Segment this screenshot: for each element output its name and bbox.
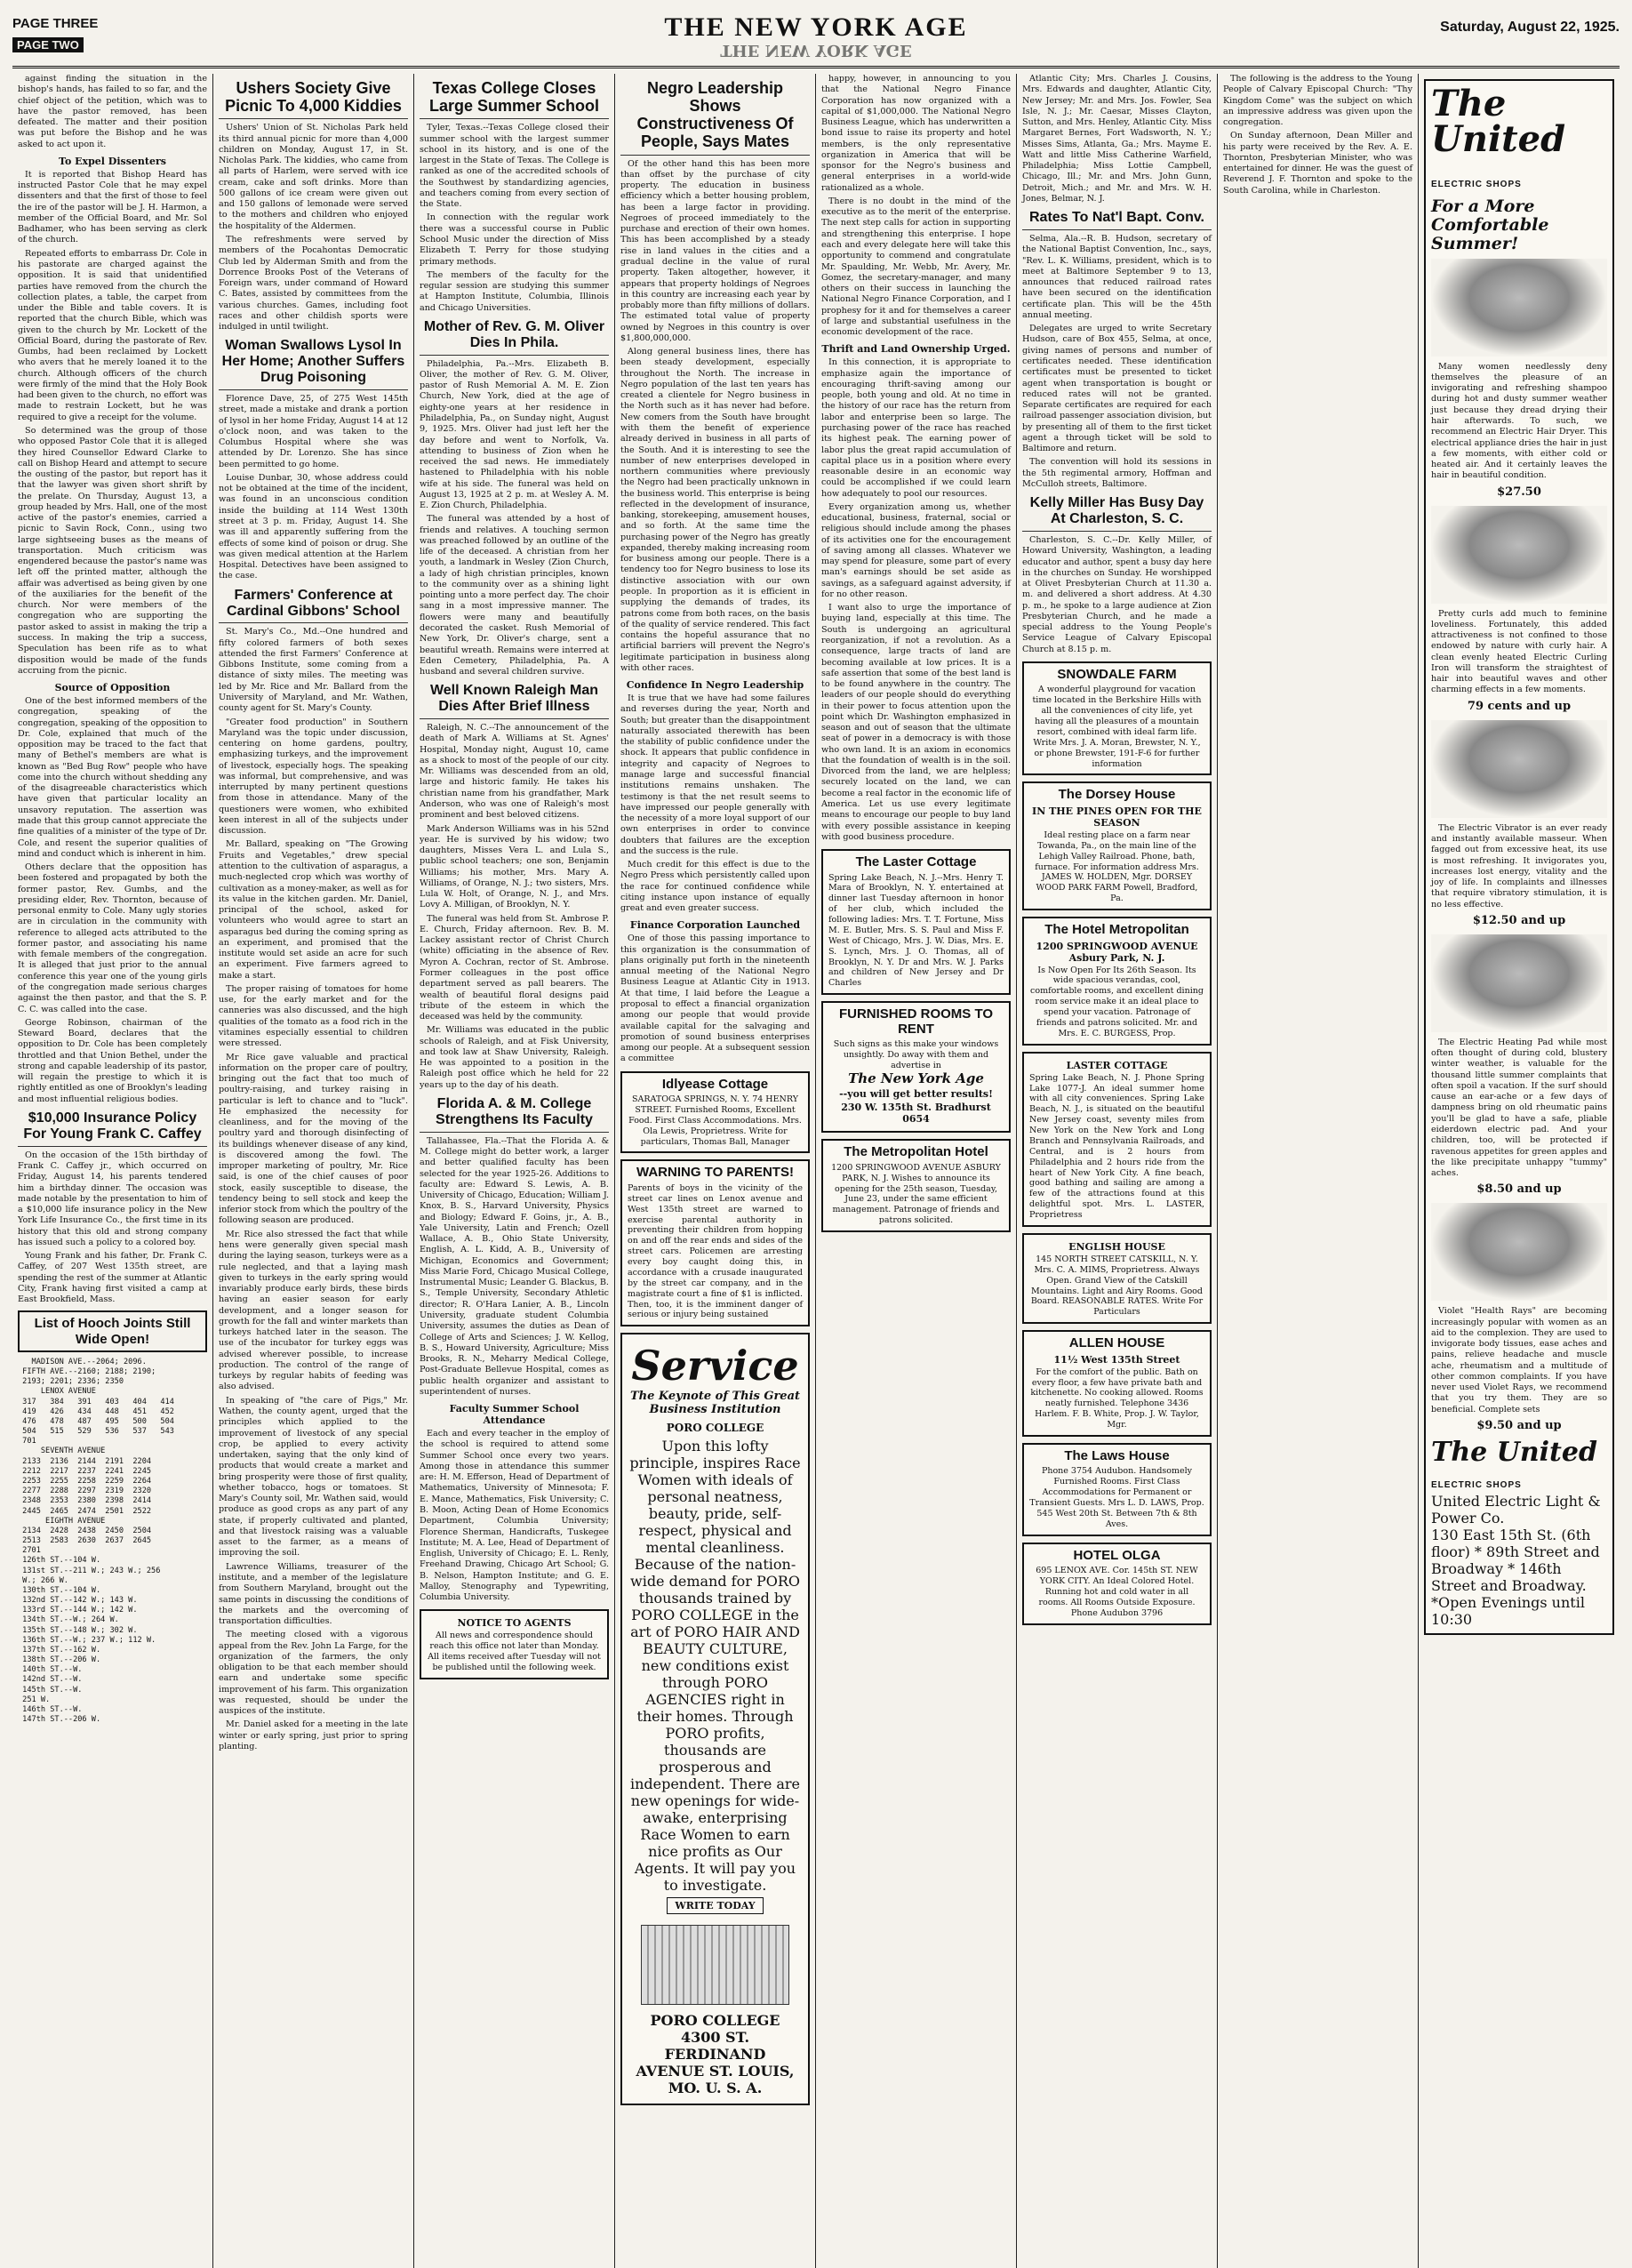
ad-text: 1200 SPRINGWOOD AVENUE ASBURY PARK, N. J. Wishes to announce its opening for the 25th season, Tuesday, June 23, under the same efficient management. Patronage of friends and patrons solicited. bbox=[831, 1162, 1001, 1226]
subheading: To Expel Dissenters bbox=[59, 155, 166, 167]
ad-text: All news and correspondence should reach this office not later than Monday. All items received after Tuesday will not be published until the following week. bbox=[428, 1631, 601, 1672]
ad-title: LASTER COTTAGE bbox=[1066, 1059, 1168, 1071]
product-price: $27.50 bbox=[1497, 485, 1541, 499]
ad-poro-college bbox=[620, 1333, 810, 2105]
service-name: PORO COLLEGE bbox=[666, 1422, 764, 1435]
ad-text: Parents of boys in the vicinity of the street car lines on Lenox avenue and West 135th street are warned to exercise parental authority in preventing their children from hopping on and off the rear ends and sides of the street cars. Policemen are arresting every boy caught doing this, in accordance with a crusade inaugurated by the street car company, and in the magistrate court a fine of $1 is inflicted. Then, too, it is the imminent danger of serious or injury being sustained bbox=[628, 1182, 803, 1320]
ad-subtitle: 11½ West 135th Street bbox=[1053, 1353, 1180, 1366]
column-4 bbox=[615, 74, 816, 2268]
product-price: $8.50 and up bbox=[1476, 1182, 1562, 1197]
article-paragraph: On the occasion of the 15th birthday of Frank C. Caffey jr., which occurred on Friday, August 14, his parents tendered him a birthday dinner. The occasion was made notable by the presentation to him of a $10,000 life insurance policy in the New York Life Insurance Co., the first time in its history that this old and strong company has issued such a policy to a colored boy. bbox=[18, 1150, 207, 1247]
service-tagline: The Keynote of This Great Business Institution bbox=[629, 1390, 801, 1417]
ad-title: WARNING TO PARENTS! bbox=[636, 1165, 794, 1181]
article-paragraph: One of the best informed members of the congregation, speaking of the congregation, speaking of the opposition to Dr. Cole, explained that much of the opposition may be traced to the fact that many of Bethel's members are what is known as "Bed Bug Row" people who have come into the church without shedding any of the disagreeable characteristics which have given that particular locality an unsavory reputation. The assertion was made that this group cannot appreciate the fine qualities of a minister of the type of Dr. Cole, and resent the superior qualities of mind and conduct which is inherent in him. bbox=[18, 696, 207, 859]
column-8 bbox=[1419, 74, 1620, 2268]
headline-rates: Rates To Nat'l Bapt. Conv. bbox=[1022, 210, 1212, 230]
article-paragraph: Selma, Ala.--R. B. Hudson, secretary of the National Baptist Convention, Inc., says, "Rev. L. K. Williams, president, which is to meet at Baltimore September 9 to 13, announces that reduced railroad rates have been secured on the identification certificate plan. This will be the 45th annual meeting. bbox=[1022, 234, 1212, 320]
headline-texas: Texas College Closes Large Summer School bbox=[420, 79, 609, 119]
article-paragraph: So determined was the group of those who opposed Pastor Cole that it is alleged they hired Counsellor Edward Clarke to call on Bishop Heard and attempt to secure the ousting of the pastor, but report has it that the lawyer was given short shrift by the prelate. On Thursday, August 13, a group headed by Mrs. Hall, one of the most active of the pastor's enemies, carried a picnic to Savin Rock, Conn., using two large sightseeing buses as the means of transportation. Much criticism was engendered because the pastor's name was left off the printed matter, although the affair was advertised as being given by one of the auxiliaries for the benefit of the church. Nor were members of the congregation who are supporting the pastor asked to assist in making the trip a success. In making the trip a success, Speculation has been rife as to what disposition would be made of the funds accruing from the picnic. bbox=[18, 425, 207, 676]
ad-title: The Hotel Metropolitan bbox=[1044, 922, 1189, 938]
product-price: $12.50 and up bbox=[1472, 913, 1566, 927]
article-paragraph: "Greater food production" in Southern Maryland was the topic under discussion, centering on home gardens, poultry, emphasizing turkeys, and the improvement of livestock, especially hogs. The speaking was informal, but comprehensive, and was interrupted by many pertinent questions from those in attendance. Many of the questioners were women, who exhibited keen interest in all of the subjects under discussion. bbox=[219, 717, 408, 837]
article-paragraph: George Robinson, chairman of the Steward Board, declares that the opposition to Dr. Cole has been completely throttled and that Union Bethel, under the strong and capable leadership of its pastor, will regain the prestige to which it is rightly entitled as one of Brooklyn's leading and most influential religious bodies. bbox=[18, 1017, 207, 1104]
hooch-address-list: MADISON AVE.--2064; 2096. FIFTH AVE.--2160; 2188; 2190; 2193; 2201; 2336; 2350 LENOX AVENUE 317 384 391 403 404 414 419 426 434 448 451 452 476 478 487 495 500 504 504 515 529 536 537 543 701 SEVENTH AVENUE 2133 2136 2144 2191 2204 2212 2217 2237 2241 2245 2253 2255 2258 2259 2264 2277 2288 2297 2319 2320 2348 2353 2380 2398 2414 2445 2465 2474 2501 2522 EIGHTH AVENUE 2134 2428 2438 2450 2504 2513 2583 2630 2637 2645 2701 126th ST.--104 W. 131st ST.--211 W.; 243 W.; 256 W.; 266 W. 130th ST.--104 W. 132nd ST.--142 W.; 143 W. 133rd ST.--144 W.; 142 W. 134th ST.--W.; 264 W. 135th ST.--148 W.; 302 W. 136th ST.--W.; 237 W.; 112 W. 137th ST.--162 W. 138th ST.--206 W. 140th ST.--W. 142nd ST.--W. 145th ST.--W. 251 W. 146th ST.--W. 147th ST.--206 W. bbox=[22, 1357, 174, 1725]
ad-furnished-rooms bbox=[821, 1001, 1011, 1133]
ad-hotel-olga bbox=[1022, 1543, 1212, 1625]
product-text: Many women needlessly deny themselves the pleasure of an invigorating and refreshing shampoo during hot and dusty summer weather just because they dread drying their hair afterwards. To such, we recommend an Electric Hair Dryer. This electrical appliance dries the hair in just a few moments, with either cold or heated air. And it certainly leaves the hair in beautiful condition. bbox=[1431, 361, 1607, 481]
article-paragraph: Of the other hand this has been more than offset by the purchase of city property. The education in business efficiency which a better housing problem, has been a large factor in providing. Negroes of proceed immediately to the purchase and erection of their own homes. This has been accomplished by a steady rise in land values in the cities and a gradual decline in the value of rural property. Taken altogether, however, it appears that property holdings of Negroes in this country are increasing each year by probably more than fifty millions of dollars. The estimated total value of property owned by Negroes in this country is over $1,800,000,000. bbox=[620, 158, 810, 343]
ad-notice-agents bbox=[420, 1609, 609, 1679]
service-title: Service bbox=[631, 1342, 799, 1390]
vibrator-woman-illustration bbox=[1431, 720, 1607, 818]
ad-title: The Metropolitan Hotel bbox=[844, 1144, 988, 1160]
ad-title: Idlyease Cottage bbox=[661, 1076, 769, 1092]
article-paragraph: Philadelphia, Pa.--Mrs. Elizabeth B. Oliver, the mother of Rev. G. M. Oliver, pastor of Rush Memorial A. M. E. Zion Church, New York, died at the age of eighty-one years at her residence in Philadelphia, Pa., on Sunday night, August 9, 1925. Mrs. Oliver had just left her the day before and went to Norfolk, Va. attending to business of Zion when he received the sad news. He immediately hastened to Philadelphia with his noble wife at his side. The funeral was held on August 13, 1925 at 2 p. m. at Wesley A. M. E. Zion Church, Philadelphia. bbox=[420, 358, 609, 511]
column-7 bbox=[1218, 74, 1419, 2268]
united-logo-sub: ELECTRIC SHOPS bbox=[1431, 180, 1522, 189]
college-building-illustration bbox=[641, 1925, 788, 2005]
headline-kelly-miller: Kelly Miller Has Busy Day At Charleston, S. C. bbox=[1022, 495, 1212, 532]
ad-idlease-cottage bbox=[620, 1071, 810, 1154]
article-paragraph: In this connection, it is appropriate to emphasize again the importance of encouraging thrift-saving among our people, both young and old. At no time in the history of our race has the return from labor and enterprise been so large. The purchasing power of the race has reached its highest peak. The earning power of labor plus the great rapid accumulation of capital place us in a position where every reasonable desire in an economic way could be accomplished if we could learn how adequately to pool our resources. bbox=[821, 357, 1011, 499]
headline-insurance: $10,000 Insurance Policy For Young Frank C. Caffey bbox=[18, 1110, 207, 1147]
article-paragraph: Mr. Daniel asked for a meeting in the late winter or early spring, just prior to spring planting. bbox=[219, 1719, 408, 1751]
ad-warning-parents bbox=[620, 1159, 810, 1326]
product-text: Pretty curls add much to feminine loveliness. Fortunately, this added attractiveness is not confined to those endowed by nature with curly hair. A clean evenly heated Electric Curling Iron will transform the straightest of hair into beautiful waves and other charming effects in a few moments. bbox=[1431, 608, 1607, 695]
article-paragraph: Tyler, Texas.--Texas College closed their summer school with the largest summer school in its history, and is one of the largest in the State of Texas. The College is ranked as one of the accredited schools of the Southwest by standardizing agencies, and teachers coming from every section of the State. bbox=[420, 123, 609, 210]
subheading: Finance Corporation Launched bbox=[629, 919, 801, 932]
subheading: Confidence In Negro Leadership bbox=[626, 679, 804, 692]
ad-english-house bbox=[1022, 1233, 1212, 1324]
article-paragraph: Louise Dunbar, 30, whose address could not be obtained at the time of the incident, was found in an unconscious condition inside the building at 114 West 130th street at 3 p. m. Friday, August 14. She was ill and apparently suffering from the effects of some kind of poison or drug. She was given medical attention at the Harlem Hospital. Detectives have been assigned to the case. bbox=[219, 472, 408, 581]
article-paragraph: In connection with the regular work there was a successful course in Public School Music under the direction of Miss Elizabeth T. Perry for those studying primary methods. bbox=[420, 212, 609, 267]
article-paragraph: In speaking of "the care of Pigs," Mr. Wathen, the county agent, urged that the principles which applied to the improvement of livestock of any special crop, be applied to every activity undertaken, saying that the only kind of products that would create a market and bring prosperity were those of first quality, whether tobacco, hogs or tomatoes. St Mary's County soil, Mr. Wathen said, would produce as good crops as any part of any state, if properly cultivated and planted, and that livestock raising was a valuable asset to the farmer, as a means of improving the soil. bbox=[219, 1395, 408, 1559]
article-paragraph: Mr. Williams was educated in the public schools of Raleigh, and at Fisk University, and took law at Shaw University, Raleigh. He was appointed to a position in the Raleigh post office which he held for 22 years up to the day of his death. bbox=[420, 1025, 609, 1090]
article-paragraph: Raleigh, N. C.--The announcement of the death of Mark A. Williams at St. Agnes' Hospital, Monday night, August 10, came as a shock to most of the people of our city. Mr. Williams was descended from an old, large and historic family. He takes his christian name from his grandfather, Mark Anderson, who was one of Raleigh's most prominent and best beloved citizens. bbox=[420, 723, 609, 821]
ad-address: 230 W. 135th St. Bradhurst 0654 bbox=[841, 1102, 991, 1126]
united-footer-logo bbox=[1431, 1436, 1607, 1493]
column-5 bbox=[816, 74, 1017, 2268]
headline-farmers: Farmers' Conference at Cardinal Gibbons' School bbox=[219, 588, 408, 624]
ad-title: ENGLISH HOUSE bbox=[1068, 1240, 1165, 1253]
newspaper-title-bleed: THE NEW YORK AGE bbox=[720, 41, 912, 60]
ad-subtitle: IN THE PINES OPEN FOR THE SEASON bbox=[1032, 805, 1202, 829]
article-paragraph: Young Frank and his father, Dr. Frank C. Caffey, of 207 West 135th street, are spending the rest of the summer at Atlantic City, Frank having first visited a camp at East Brookfield, Mass. bbox=[18, 1251, 207, 1305]
ad-hotel-metropolitan bbox=[1022, 917, 1212, 1046]
subheading: Source of Opposition bbox=[54, 682, 171, 694]
article-paragraph: St. Mary's Co., Md.--One hundred and fifty colored farmers of both sexes attended the first Farmers' Conference at Gibbons Institute, some coming from a distance of sixty miles. The meeting was led by Mr. Rice and Mr. Ballard from the University of Maryland, and Mr. Wathen, county agent for St. Mary's County. bbox=[219, 627, 408, 714]
headline-ushers: Ushers Society Give Picnic To 4,000 Kiddies bbox=[219, 79, 408, 119]
column-6 bbox=[1017, 74, 1218, 2268]
article-paragraph: Mr Rice gave valuable and practical information on the proper care of poultry, bringing out the fact that too much of poultry-raising, and turkey raising in particular is left to chance and to "luck". He emphasized the necessity for cleanliness, and for the moving of the poultry yard and thorough disinfecting of its buildings whenever disease of any kind, is discovered among the fowl. The improper marketing of poultry, Mr. Rice said, is one of the chief causes of poor stock, easily susceptible to disease, the tendency being to sell stock and keep the inferior stock from which the poultry of the following season are produced. bbox=[219, 1052, 408, 1226]
article-paragraph: Ushers' Union of St. Nicholas Park held its third annual picnic for more than 4,000 children on Monday, August 17, in St. Nicholas Park. The kiddies, who came from all parts of Harlem, were served with ice cream, cake and soft drinks. More than 500 gallons of ice cream were given out and 150 gallons of lemonade were served to the mothers and children who enjoyed the hospitality of the Aldermen. bbox=[219, 123, 408, 231]
article-paragraph: Repeated efforts to embarrass Dr. Cole in his pastorate are charged against the opposition. It is said that unidentified parties have removed from the church the collection plates, a table, the carpet from under the Bible and table covers. It is reported that the church Bible, which was given to the church by Mr. Lockett of the Official Board, during the pastorate of Rev. Gumbs, had been reclaimed by Lockett who avers that he merely loaned it to the church. Although officers of the church were firmly of the mind that the Holy Book had been given to the church, no effort was made to restrain Lockett, but he was required to give a receipt for the volume. bbox=[18, 248, 207, 422]
product-text: The Electric Heating Pad while most often thought of during cold, blustery winter weather, is valuable for the thousand little summer complaints that often spoil a vacation. If the surf should cause an ear-ache or a few days of dampness bring on old rheumatic pains you'll be glad to have a safe, pliable eiderdown electric pad. And your children, too, will be protected if ravenous appetites for green apples and the like precipitate unhappy "tummy" aches. bbox=[1431, 1037, 1607, 1179]
ad-text: 145 NORTH STREET CATSKILL, N. Y. Mrs. C. A. MIMS, Proprietress. Always Open. Grand View of the Catskill Mountains. Light and Airy Rooms. Good Board. REASONABLE RATES. Write For Particulars bbox=[1030, 1254, 1204, 1318]
product-price: 79 cents and up bbox=[1467, 699, 1572, 713]
article-paragraph: The meeting closed with a vigorous appeal from the Rev. John La Farge, for the organization of the farmers, the only obligation to be that each member should earn and undertake some specific improvement of his farm. This organization was requested, should be under the auspices of the institute. bbox=[219, 1630, 408, 1717]
ad-title: SNOWDALE FARM bbox=[1057, 666, 1177, 682]
united-footer-logo-text: The United bbox=[1431, 1436, 1597, 1468]
united-logo-text: The United bbox=[1431, 83, 1566, 160]
article-paragraph: One of those this passing importance to this organization is the consummation of plans originally put forth in the nineteenth annual meeting of the National Negro Business League at Atlantic City in 1913. At that time, I laid before the League a proposal to effect a financial organization among our people that would provide available capital for the salvaging and promotion of sound business enterprises among our people. At a subsequent session a committee bbox=[620, 934, 810, 1064]
article-paragraph: happy, however, in announcing to you that the National Negro Finance Corporation has now organized with a capital of $1,000,000. The National Negro Business League, which has underwritten a bond issue to raise its property and hotel members, is the only representative organization in America that will be sponsor for the Negro's business and general enterprises in a world-wide rationalized as a whole. bbox=[821, 74, 1011, 193]
article-paragraph: Delegates are urged to write Secretary Hudson, care of Box 455, Selma, at once, giving names of persons and number of certificates needed. These identification certificates must be presented to ticket agent when transportation is bought or reduced rates will not be granted. Separate certificates are required for each railroad passenger association division, but by presenting all of them to the first ticket agent a through ticket will be sold to Baltimore and return. bbox=[1022, 324, 1212, 454]
article-paragraph: Mr. Rice also stressed the fact that while hens were generally given special mash during the laying season, turkeys were as a rule neglected, and that a laying mash given to turkeys in the early spring would invariably produce early birds, these birds having an easier season for early development, and a longer season for growth for the fall and winter markets than turkeys hatched later in the season. The use of the incubator for turkey eggs was advised wherever possible, to increase production. The control of the range of turkeys by regular habits of feeding was also advised. bbox=[219, 1229, 408, 1392]
united-logo bbox=[1431, 83, 1607, 193]
subheading: Faculty Summer School Attendance bbox=[449, 1403, 580, 1427]
article-paragraph: I want also to urge the importance of buying land, especially at this time. The South is undergoing an agricultural reorganization, if not a revolution. As a consequence, large tracts of land are becoming available at low prices. It is a safe assertion that some of the best land is to be found anywhere in the country. The leaders of our people should do everything in their power to focus attention upon the point which Dr. Washington emphasized in season and out of season that the ultimate seat of power in a democracy is with those who own land. It is an axiom in economics that the foundation of wealth is in the soil. Divorced from the land, we are helpless; securely located on the land, we can become a real factor in the economic life of America. Let us use every legitimate means to encourage our people to buy land with every possible assistance in keeping with good business procedure. bbox=[821, 603, 1011, 842]
united-company: United Electric Light & Power Co. bbox=[1431, 1492, 1601, 1527]
service-footer: PORO COLLEGE 4300 ST. FERDINAND AVENUE ST. LOUIS, MO. U. S. A. bbox=[636, 2012, 795, 2097]
ad-text: Is Now Open For Its 26th Season. Its wide spacious verandas, cool, comfortable rooms, and excellent dining room service make it an ideal place to spend your vacation. Patronage of friends and patrons solicited. Mr. and Mrs. E. C. BURGESS, Prop. bbox=[1030, 965, 1204, 1038]
article-paragraph: Much credit for this effect is due to the Negro Press which persistently called upon the race for continued confidence while citing instance upon instance of equally great and even greater success. bbox=[620, 860, 810, 914]
article-paragraph: On Sunday afternoon, Dean Miller and his party were received by the Rev. A. E. Thornton, Presbyterian Minister, who was entertained for dinner. He was the guest of Reverend J. F. Thornton and spoke to the South Carolina, while in Charleston. bbox=[1223, 131, 1412, 196]
masthead bbox=[12, 9, 1620, 68]
ad-snowdale-farm bbox=[1022, 661, 1212, 776]
ad-allen-house bbox=[1022, 1330, 1212, 1437]
column-2 bbox=[213, 74, 414, 2268]
columns bbox=[12, 74, 1620, 2268]
ad-title: HOTEL OLGA bbox=[1073, 1547, 1161, 1563]
write-today-label: WRITE TODAY bbox=[667, 1897, 763, 1914]
violet-rays-woman-illustration bbox=[1431, 1203, 1607, 1301]
newspaper-title: THE NEW YORK AGE bbox=[664, 12, 968, 42]
article-paragraph: Mr. Ballard, speaking on "The Growing Fruits and Vegetables," drew special attention to the cultivation of asparagus, a much-neglected crop which was worthy of cultivation as a money-maker, as well as for its value in the kitchen garden. Mr. Daniel, principal of the school, asked for volunteers who would agree to start an asparagus bed during the coming spring as an experiment, and promised that the institute would set aside an acre for such an experiment. Five farmers agreed to make a start. bbox=[219, 839, 408, 981]
ad-text: 695 LENOX AVE. Cor. 145th ST. NEW YORK CITY. An Ideal Colored Hotel. Running hot and cold water in all rooms. All Rooms Outside Exposure. Phone Audubon 3796 bbox=[1036, 1566, 1198, 1618]
headline-raleigh: Well Known Raleigh Man Dies After Brief Illness bbox=[420, 683, 609, 719]
ad-laster-cottage bbox=[821, 849, 1011, 995]
article-paragraph: The convention will hold its sessions in the 5th regimental armory, Hoffman and McCulloh streets, Baltimore. bbox=[1022, 457, 1212, 489]
ad-text: Spring Lake Beach, N. J.--Mrs. Henry T. Mara of Brooklyn, N. Y. entertained at dinner last Tuesday afternoon in honor of her club, which included the following ladies: Mrs. T. T. Fortune, Miss M. E. Butler, Mrs. S. S. Paul and Miss F. West of Chicago, Mrs. J. W. Dias, Mrs. E. S. Lynch, Mrs. J. O. Thomas, all of Brooklyn, N. Y. Dr and Mrs. W. J. Parks and children of New Jersey and Dr Charles bbox=[828, 872, 1004, 989]
article-paragraph: Charleston, S. C.--Dr. Kelly Miller, of Howard University, Washington, a leading educator and author, spent a busy day here in the churches on Sunday. He worshipped at Olivet Presbyterian Church at 11.30 a. m. and delivered a short address. At 4.30 p. m., he spoke to a large audience at Zion Presbyterian Church, and he made a special address to the Young People's Service League of Calvary Episcopal Church at 8.15 p. m. bbox=[1022, 535, 1212, 654]
article-paragraph: Lawrence Williams, treasurer of the institute, and a member of the legislature from Southern Maryland, brought out the same points in discussing the conditions of the markets and the overcoming of transportation difficulties. bbox=[219, 1561, 408, 1627]
united-headline: For a More Comfortable Summer! bbox=[1431, 196, 1549, 253]
column-3 bbox=[414, 74, 615, 2268]
ad-text: Phone 3754 Audubon. Handsomely Furnished Rooms. First Class Accommodations for Permanent or Transient Guests. Mrs L. D. LAWS, Prop. 545 West 20th St. Between 7th & 8th Aves. bbox=[1029, 1466, 1204, 1529]
headline-hooch: List of Hooch Joints Still Wide Open! bbox=[18, 1310, 207, 1352]
article-paragraph: It is reported that Bishop Heard has instructed Pastor Cole that he may expel dissenters and that the first of those to feel the ire of the pastor will be J. H. Harmon, a member of the Official Board, and Mr. Sol Badhamer, who has been serving as clerk of the church. bbox=[18, 169, 207, 245]
article-paragraph: The funeral was held from St. Ambrose P. E. Church, Friday afternoon. Rev. B. M. Lackey assistant rector of Christ Church (white) officiating in the absence of Rev. Myron A. Cochran, rector of St. Ambrose. Former colleagues in the post office department served as pall bearers. The wealth of beautiful floral designs paid tribute of the esteem in which the deceased was held by the community. bbox=[420, 913, 609, 1022]
hair-dryer-woman-illustration bbox=[1431, 259, 1607, 357]
ad-text: Such signs as this make your windows unsightly. Do away with them and advertise in bbox=[833, 1039, 999, 1070]
article-paragraph: The refreshments were served by members of the Pocahontas Democratic Club led by Alderman Smith and from the Dorrence Brooks Post of the Veterans of Foreign wars, under command of Howard C. Bates, assisted by committees from the various churches. Games, including foot races and other childish sports were indulged in until twilight. bbox=[219, 234, 408, 333]
product-text: The Electric Vibrator is an ever ready and instantly available masseur. When fagged out from excessive heat, its use is most refreshing. It invigorates you, increases lost energy, vitality and the joy of life. In complaints and illnesses that require vibratory stimulation, it is no less effective. bbox=[1431, 822, 1607, 910]
ad-title: ALLEN HOUSE bbox=[1068, 1335, 1165, 1351]
ad-paper-name: The New York Age bbox=[848, 1070, 984, 1086]
headline-florida: Florida A. & M. College Strengthens Its Faculty bbox=[420, 1096, 609, 1133]
ad-text: SARATOGA SPRINGS, N. Y. 74 HENRY STREET. Furnished Rooms, Excellent Food. First Class Accommodations. Mrs. Ola Lewis, Proprietress. Write for particulars, Thomas Ball, Manager bbox=[628, 1094, 802, 1147]
ad-laws-house bbox=[1022, 1443, 1212, 1536]
article-paragraph: The proper raising of tomatoes for home use, for the early market and for the canneries was also discussed, and the high qualities of the tomato as a food rich in the vitamines especially essential to children were stressed. bbox=[219, 983, 408, 1049]
article-paragraph: against finding the situation in the bishop's hands, has failed to so far, and the chief object of the petition, which was to have the pastor removed, has been defeated. The matter and their position was put before the Bishop and he was asked to act upon it. bbox=[18, 74, 207, 149]
ad-text: A wonderful playground for vacation time located in the Berkshire Hills with all the conveniences of city life, yet having all the pleasures of a mountain resort, combined with ideal farm life. Write Mrs. J. A. Moran, Brewster, N. Y., or phone Brewster, 191-F-6 for further information bbox=[1032, 685, 1202, 769]
column-1 bbox=[12, 74, 213, 2268]
ad-laster-cottage-2 bbox=[1022, 1052, 1212, 1227]
ad-dorsey-house bbox=[1022, 781, 1212, 910]
united-addresses: 130 East 15th St. (6th floor) * 89th Street and Broadway * 146th Street and Broadway. *Open Evenings until 10:30 bbox=[1431, 1526, 1600, 1628]
ad-title: The Laws House bbox=[1064, 1447, 1170, 1463]
ad-text: Spring Lake Beach, N. J. Phone Spring Lake 1077-J. An ideal summer home with all city conveniences. Spring Lake Beach, N. J., is situated on the beautiful New Jersey coast, seventy miles from New York on the New York and Long Branch and Pennsylvania Railroads, and Central, and is 2 hours from Philadelphia and 2 hours ride from the heart of New York City. A fine beach, good bathing and sailing are among a few of the attractions found at this delightful spot. Mrs. L. LASTER, Proprietress bbox=[1029, 1072, 1204, 1221]
article-paragraph: Others declare that the opposition has been fostered and propagated by both the former pastor, Rev. Gumbs, and the presiding elder, Rev. Thornton, because of personal enmity to Cole. Many ugly stories are in circulation in the community with reference to alleged acts attributed to the former pastor, and associating his name with female members of the congregation. It is alleged that just prior to the annual conference this year one of the young girls of the congregation made serious charges against the then pastor, and that the S. P. C. C. was called into the case. bbox=[18, 862, 207, 1014]
article-paragraph: Tallahassee, Fla.--That the Florida A. & M. College might do better work, a larger and better qualified faculty has been selected for the year 1925-26. Additions to faculty are: Edward S. Lewis, A. B. University of Chicago, Education; William J. Knox, B. S., Harvard University, Physics and Biology; Edward F. Goins, jr., A. B., Yale University, Latin and French; Ozell Wallace, A. B., Ohio State University, English, A. L. Kidd, A. B., University of Michigan, Economics and Government; Miss Marie Ford, Chicago Musical College, Instrumental Music; Leander G. Blackus, B. S., Temple University, Secondary Athletic director; R. O'Hara Lanier, A. B., Lincoln University, graduate student Columbia University, assumes the duties as Dean of College of Arts and Sciences; J. W. Kellog, B. S., Howard University, Agriculture; Miss Brooks, R. N., Meharry Medical College, Post-Graduate Bellevue Hospital, comes as public health organizer and assistant to superintendent of nurses. bbox=[420, 1135, 609, 1397]
article-paragraph: Florence Dave, 25, of 275 West 145th street, made a mistake and drank a portion of lysol in her home Friday, August 14 at 12 o'clock noon, and was taken to the Columbus Hospital where she was attended by Dr. Lorenzo. She has since been permitted to go home. bbox=[219, 394, 409, 469]
issue-date: Saturday, August 22, 1925. bbox=[1440, 20, 1620, 35]
article-paragraph: The members of the faculty for the regular session are studying this summer at Hampton Institute, Columbia, Illinois and Chicago Universities. bbox=[420, 269, 609, 313]
ad-title: FURNISHED ROOMS TO RENT bbox=[838, 1006, 994, 1037]
ad-subtitle: 1200 SPRINGWOOD AVENUE Asbury Park, N. J. bbox=[1036, 940, 1198, 964]
article-paragraph: The following is the address to the Young People of Calvary Episcopal Church: "Thy Kingdom Come" was the subject on which an impressive address was given upon the congregation. bbox=[1223, 74, 1412, 128]
article-paragraph: The funeral was attended by a host of friends and relatives. A touching sermon was preached followed by an outline of the life of the deceased. A christian from her youth, a landmark in Wesley (Zion Church, a lady of high christian principles, known to the community over as a shining light pointing unto a more perfect day. The choir sang in a most impressive manner. The flowers were many and beautifully decorated the casket. Rush Memorial of New York, Dr. Oliver's charge, sent a beautiful wreath. Remains were interred at Eden Cemetery, Philadelphia, Pa. A husband and several children survive. bbox=[420, 514, 609, 677]
heating-pad-woman-illustration bbox=[1431, 934, 1607, 1032]
ad-result: --you will get better results! bbox=[839, 1088, 993, 1101]
ad-metropolitan-hotel bbox=[821, 1139, 1011, 1232]
product-text: Violet "Health Rays" are becoming increasingly popular with women as an aid to the complexion. They are used to invigorate body tissues, ease aches and pains, relieve headache and muscle ache, rheumatism and a multitude of other common complaints. If you have never used Violet Rays, we recommend that you try them. They are so beneficial. Complete sets bbox=[1431, 1306, 1607, 1414]
united-footer-logo-sub: ELECTRIC SHOPS bbox=[1431, 1479, 1522, 1490]
ad-title: The Dorsey House bbox=[1058, 787, 1176, 803]
curling-iron-woman-illustration bbox=[1431, 506, 1607, 604]
page-number-sub: PAGE TWO bbox=[12, 37, 84, 52]
headline-negro-leadership: Negro Leadership Shows Constructiveness Of People, Says Mates bbox=[620, 79, 810, 156]
service-text: Upon this lofty principle, inspires Race Women with ideals of personal neatness, beauty, pride, self-respect, physical and mental cleanliness. Because of the nation-wide demand for PORO thousands trained by PORO COLLEGE in the art of PORO HAIR AND BEAUTY CULTURE, new conditions exist through PORO AGENCIES right in their homes. Through PORO profits, thousands are prosperous and independent. There are new openings for wide-awake, enterprising Race Women to earn nice profits as Our Agents. It will pay you to investigate. bbox=[629, 1438, 801, 1895]
page-number-label: PAGE THREE bbox=[12, 16, 99, 31]
product-price: $9.50 and up bbox=[1476, 1418, 1562, 1432]
subheading: Thrift and Land Ownership Urged. bbox=[821, 343, 1011, 356]
ad-title: The Laster Cottage bbox=[855, 854, 977, 870]
headline-mother: Mother of Rev. G. M. Oliver Dies In Phila. bbox=[420, 319, 609, 356]
headline-lysol: Woman Swallows Lysol In Her Home; Another Suffers Drug Poisoning bbox=[219, 338, 408, 390]
article-paragraph: Along general business lines, there has been steady development, especially throughout the North. The increase in Negro population of the last ten years has created a clientele for Negro business in the North such as it has never had before. New comers from the South have brought with them the benefit of experience already derived in business in all parts of the South. And it is interesting to see the number of new enterprises developed in northern communities where previously the Negro had been practically unknown in the business world. This enterprise is being reflected in the development of insurance, banking, storekeeping, amusement houses, and so forth. At the same time the purchasing power of the Negro has greatly expanded, thereby making increasing room for business among our people. There is a tendency too for Negro business to lose its distinctive association with our own people. In proportion as it is efficient in supplying the demands of trades, its patrons come from both races, on the basis of the quality of service rendered. This fact contains the hopeful assurance that no artificial barriers will prevent the Negro's legitimate participation in business along with other races. bbox=[620, 347, 810, 673]
article-paragraph: Every organization among us, whether educational, business, fraternal, social or religious should include among the phases of its activities one for the encouragement of saving among all classes. Whatever we may spend for pleasure, some part of every man's earnings should be set aside as savings, as a safeguard against adversity, if for no other reason. bbox=[821, 501, 1011, 599]
ad-text: For the comfort of the public. Bath on every floor, a few have private bath and kitchenette. No cooking allowed. Rooms neatly furnished. Telephone 3436 Harlem. F. B. White, Prop. J. W. Taylor, Mgr. bbox=[1030, 1366, 1204, 1431]
ad-united-electric bbox=[1424, 79, 1614, 1635]
article-paragraph: Each and every teacher in the employ of the school is required to attend some Summer School once every two years. Among those in attendance this summer are: H. M. Efferson, Head of Department of Mathematics, University of Minnesota; F. E. Mance, Mathematics, Fisk University; C. B. Moon, Acting Dean of Home Economics Department, Columbia University; Florence Sherman, Handicrafts, Tuskegee Institute; M. A. Lee, Head of Department of English, University of Chicago; E. L. Renly, Freehand Drawing, Chicago Art School; G. B. Nelson, Hampton Institute; and G. E. Malloy, Stenography and Typewriting, Columbia University. bbox=[420, 1429, 609, 1603]
ad-text: Ideal resting place on a farm near Towanda, Pa., on the main line of the Lehigh Valley Railroad. Phone, bath, furnace. For information address Mrs. JAMES W. HOLDEN, Mgr. DORSEY WOOD PARK FARM Powell, Bradford, Pa. bbox=[1035, 829, 1199, 904]
article-paragraph: Mark Anderson Williams was in his 52nd year. He is survived by his widow; two daughters, Misses Vera L. and Lula S., public school teachers; one son, Benjamin Williams; his mother, Mrs. Mary A. Williams, of Orange, N. J.; two sisters, Mrs. Lula W. Holt, of Orange, N. J., and Mrs. Lovy A. Milligan, of Brooklyn, N. Y. bbox=[420, 823, 609, 910]
article-paragraph: Atlantic City; Mrs. Charles J. Cousins, Mrs. Edwards and daughter, Atlantic City, New Jersey; Mr. and Mrs. Jos. Fowler, Sea Isle, N. J.; Mr. Caesar, Misses Clayton, Sutton, and Mrs. Henley, Atlantic City. Miss Margaret Bernes, Fort Wadsworth, N. Y.; Misses Sims, Atlanta, Ga.; Mrs. Mayme E. Watt and little Miss Catherine Warfield, Philadelphia; Miss Lottie Campbell, Chicago, Ill.; Mr. and Mrs. John Gunn, Detroit, Mich.; and Mr. and Mrs. W. H. Jones, Belmar, N. J. bbox=[1022, 74, 1212, 204]
ad-title: NOTICE TO AGENTS bbox=[457, 1617, 572, 1630]
article-paragraph: There is no doubt in the mind of the executive as to the merit of the enterprise. The next step calls for action in supporting and strengthening this enterprise. I hope each and every delegate here will take this opportunity to commend and congratulate Mr. Spaulding, Mr. Webb, Mr. Avery, Mr. Gomez, the secretary-manager, and many others on their success in launching the National Negro Finance Corporation, and I prophesy for it and for themselves a career of large and substantial usefulness in the economic development of the race. bbox=[821, 196, 1011, 338]
article-paragraph: It is true that we have had some failures and reverses during the year, North and South; but greater than the disappointment naturally associated therewith has been the stability of public confidence under the shock. It appears that public confidence in integrity and capacity of Negroes to manage large and successful financial institutions remains unshaken. The testimony is that the net result seems to have impressed our people generally with the necessity of a more loyal support of our own enterprises in order to convince doubters that failures are the exception and the success is the rule. bbox=[620, 693, 810, 856]
